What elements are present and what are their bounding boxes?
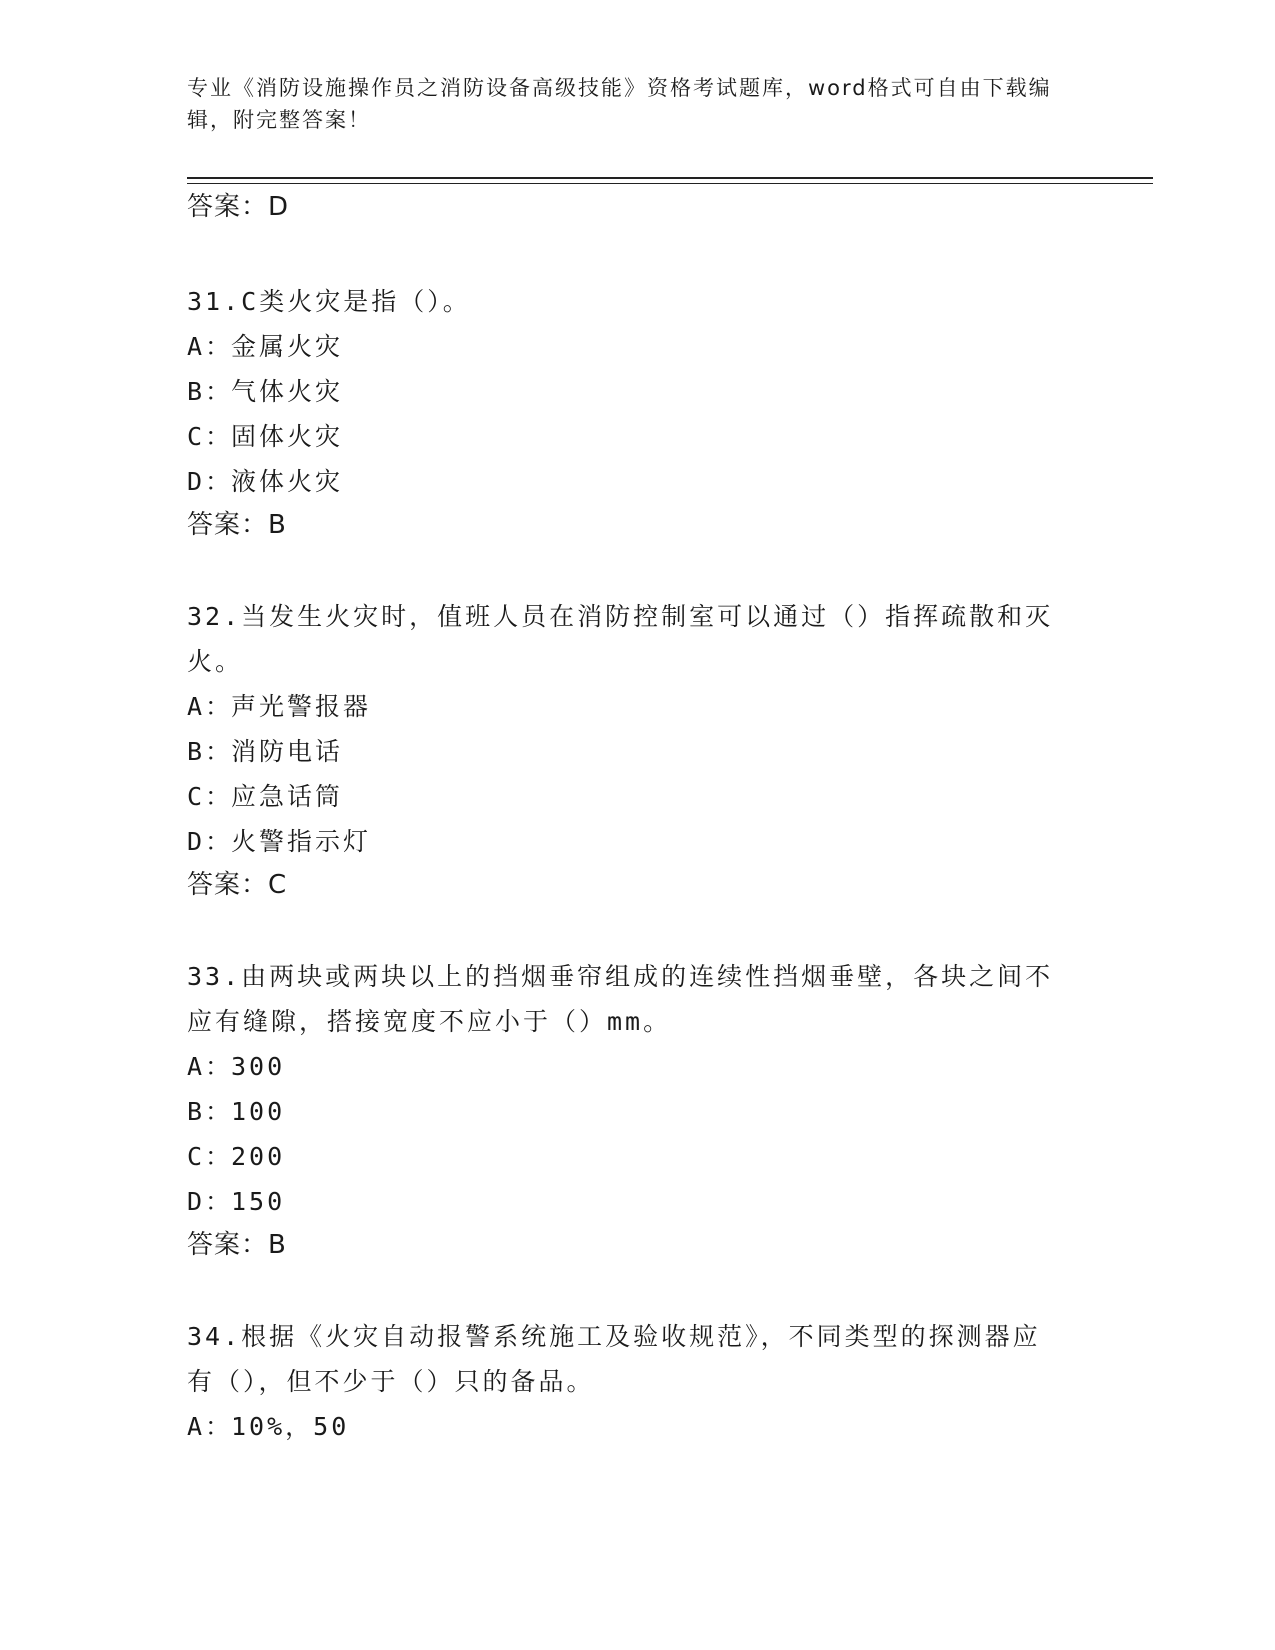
option-a — [187, 684, 1087, 729]
option-key: C： — [187, 1142, 234, 1171]
header-rule-thin — [187, 183, 1153, 184]
question-stem: 34.根据《火灾自动报警系统施工及验收规范》，不同类型的探测器应有（），但不少于（）只的备品。 — [187, 1322, 1041, 1396]
option-b — [187, 369, 1087, 414]
option-text: 300 — [231, 1052, 286, 1081]
option-c — [187, 1134, 1087, 1179]
option-key: D： — [187, 1187, 234, 1216]
option-c — [187, 414, 1087, 459]
question-block — [187, 594, 1087, 902]
question-block — [187, 954, 1087, 1262]
option-text: 消防电话 — [231, 737, 344, 766]
option-text: 200 — [231, 1142, 286, 1171]
option-a — [187, 1044, 1087, 1089]
option-key: A： — [187, 332, 234, 361]
option-key: C： — [187, 422, 234, 451]
question-block — [187, 1314, 1087, 1449]
option-d — [187, 819, 1087, 864]
option-text: 100 — [231, 1097, 286, 1126]
option-d — [187, 1179, 1087, 1224]
option-key: D： — [187, 827, 234, 856]
option-text: 声光警报器 — [231, 692, 372, 721]
question-block — [187, 279, 1087, 542]
page-header: 专业《消防设施操作员之消防设备高级技能》资格考试题库，word格式可自由下载编辑，附完整答案！ — [187, 76, 1052, 132]
answer-line: 答案：D — [187, 192, 290, 222]
header-rule-thick — [187, 177, 1153, 179]
option-a — [187, 1404, 1087, 1449]
question-stem: 32.当发生火灾时，值班人员在消防控制室可以通过（）指挥疏散和灭火。 — [187, 602, 1054, 676]
option-text: 液体火灾 — [231, 467, 344, 496]
option-text: 金属火灾 — [231, 332, 344, 361]
option-key: A： — [187, 1052, 234, 1081]
option-c — [187, 774, 1087, 819]
question-stem: 33.由两块或两块以上的挡烟垂帘组成的连续性挡烟垂壁，各块之间不应有缝隙，搭接宽度不应小于（）mm。 — [187, 962, 1054, 1036]
option-key: A： — [187, 1412, 234, 1441]
option-d — [187, 459, 1087, 504]
option-b — [187, 1089, 1087, 1134]
option-text: 固体火灾 — [231, 422, 344, 451]
option-b — [187, 729, 1087, 774]
answer-line: 答案：C — [187, 870, 288, 900]
option-a — [187, 324, 1087, 369]
option-text: 气体火灾 — [231, 377, 344, 406]
option-key: D： — [187, 467, 234, 496]
option-key: B： — [187, 377, 234, 406]
question-list — [187, 190, 1087, 1449]
option-key: C： — [187, 782, 234, 811]
option-key: B： — [187, 737, 234, 766]
option-key: A： — [187, 692, 234, 721]
option-key: B： — [187, 1097, 234, 1126]
option-text: 150 — [231, 1187, 286, 1216]
option-text: 火警指示灯 — [231, 827, 372, 856]
option-text: 10%，50 — [231, 1412, 350, 1441]
option-text: 应急话筒 — [231, 782, 344, 811]
question-stem: 31.C类火灾是指（）。 — [187, 287, 471, 316]
answer-line: 答案：B — [187, 1230, 287, 1260]
answer-line: 答案：B — [187, 510, 287, 540]
